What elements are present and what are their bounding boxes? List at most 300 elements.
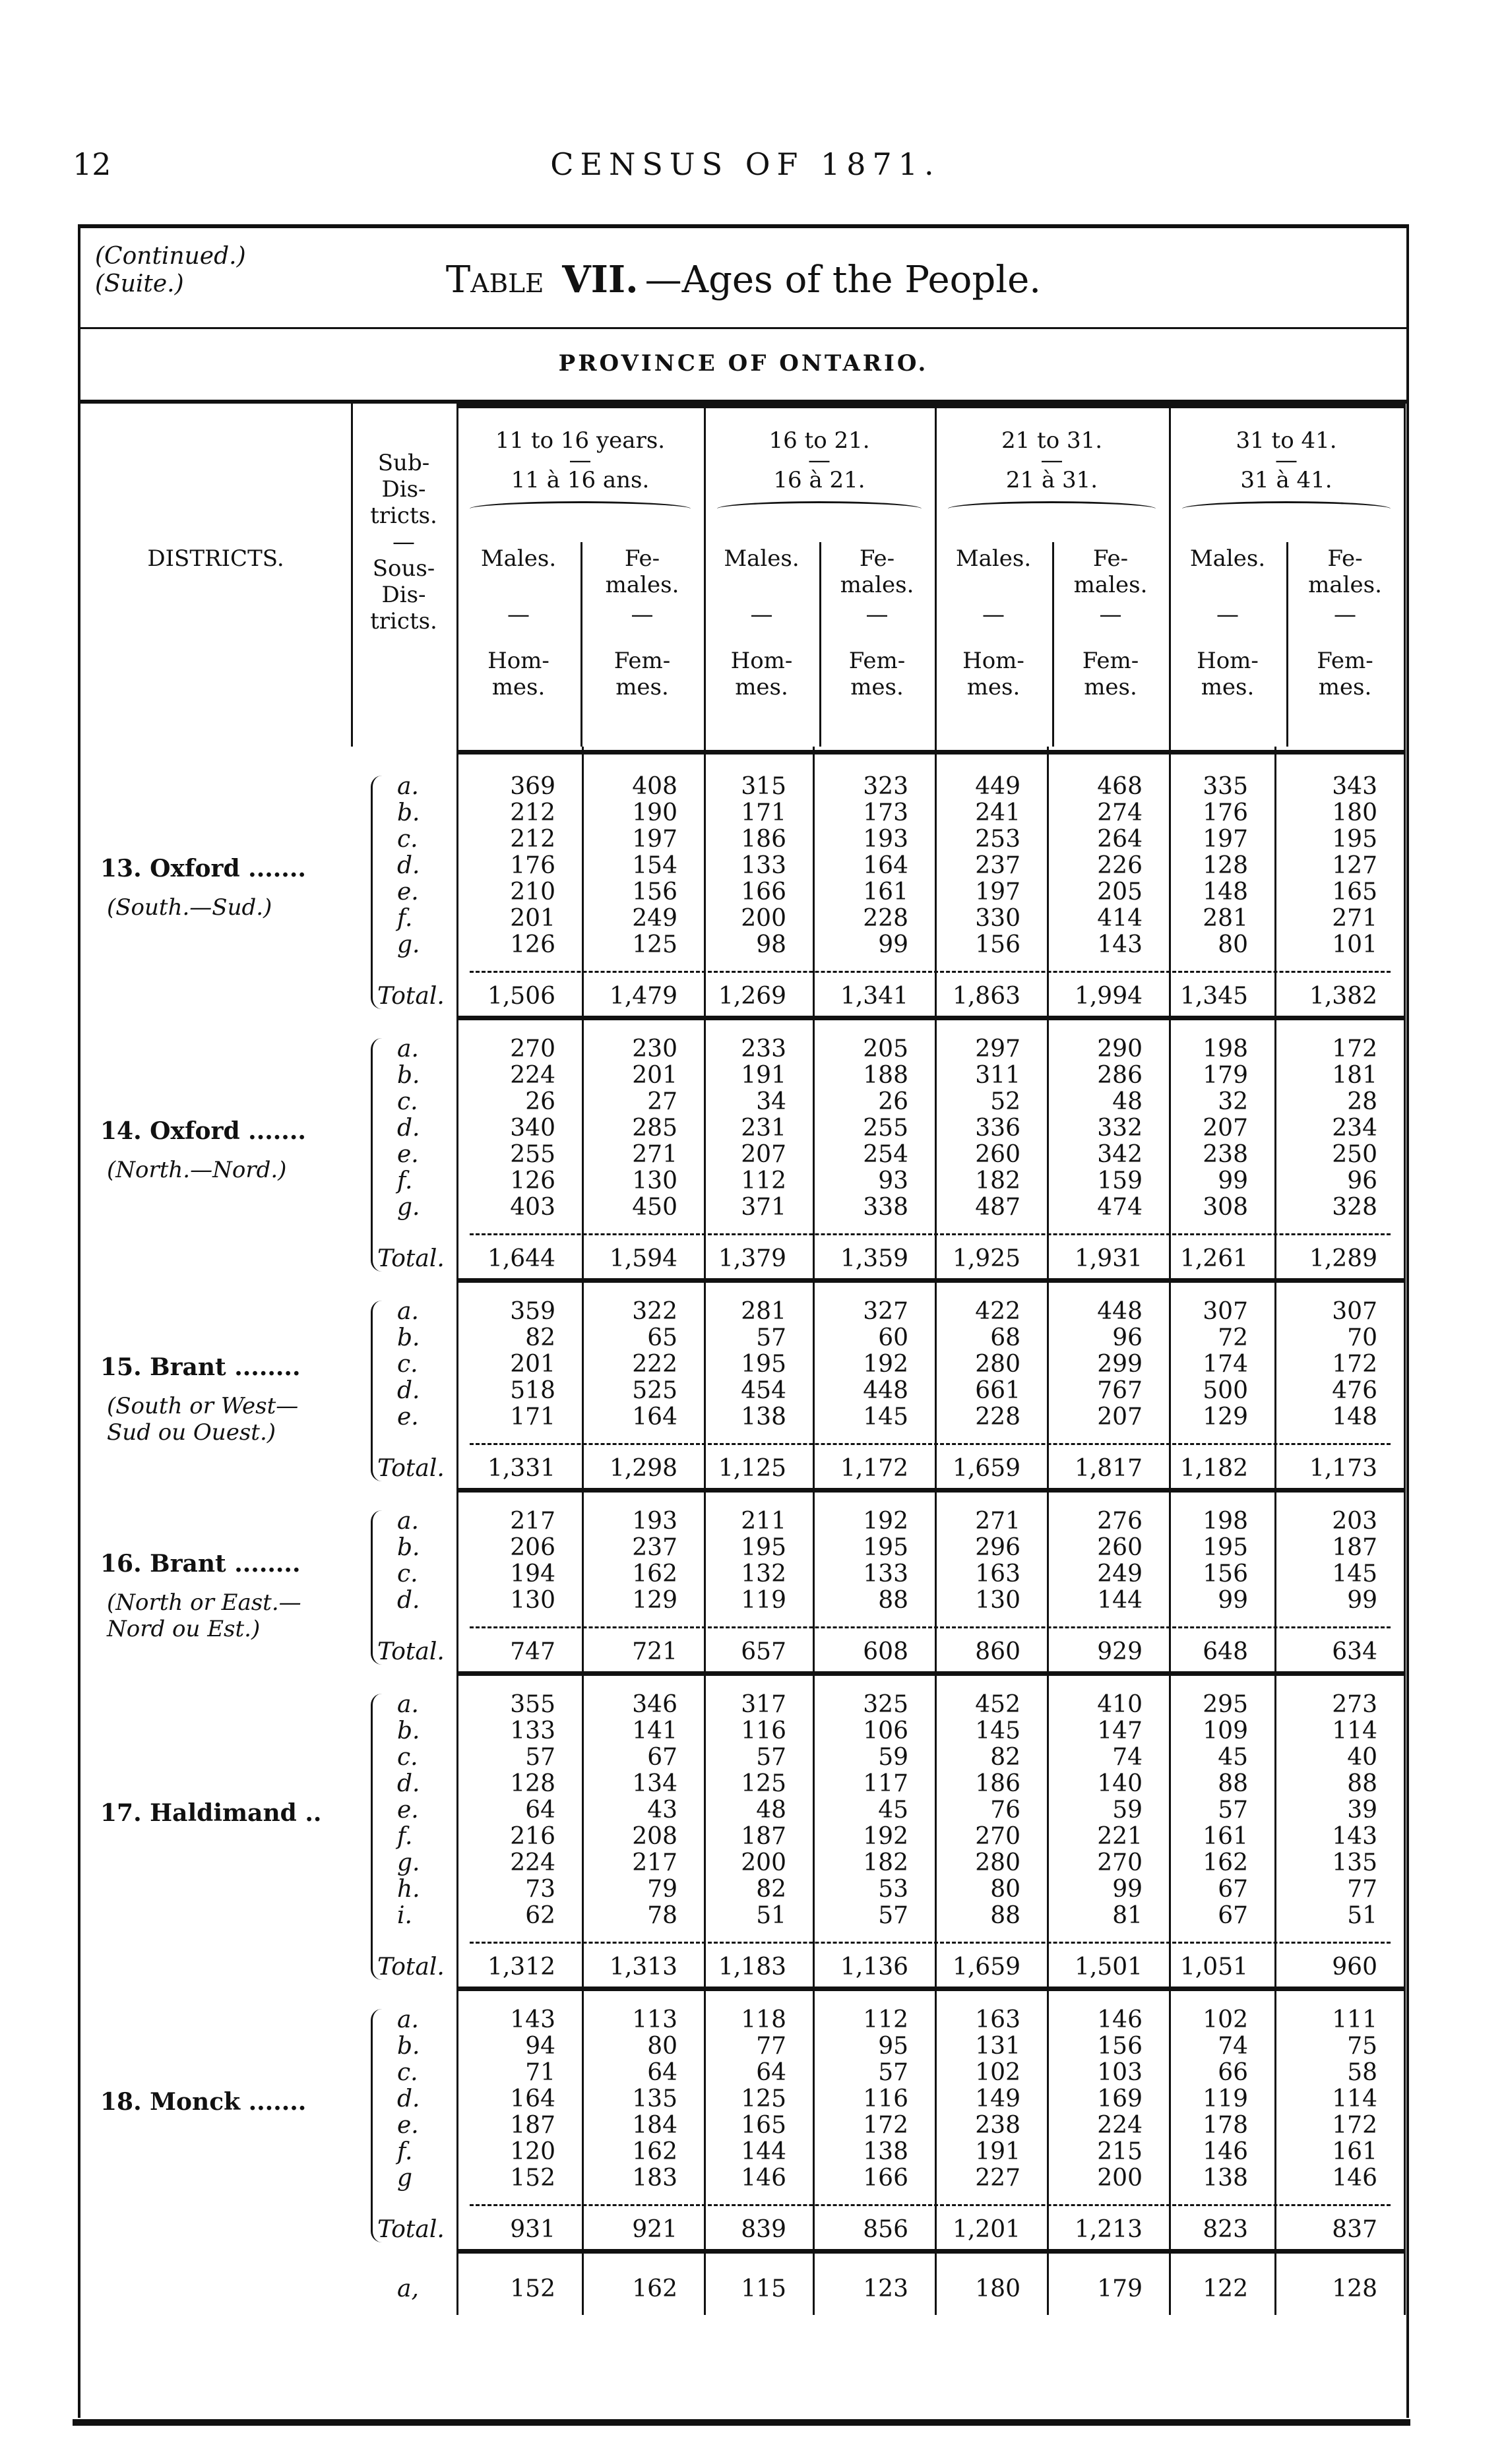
cell-value: 414 — [1097, 905, 1143, 932]
cell-value: 34 — [756, 1088, 786, 1115]
sub-district-label: a, — [397, 2275, 419, 2302]
cell-value: 113 — [632, 2006, 677, 2033]
females-fr: Fem- — [848, 648, 906, 674]
cell-value: 165 — [741, 2112, 786, 2139]
females-header: males. — [605, 572, 679, 598]
table-word: Table — [445, 259, 544, 301]
cell-value: 88 — [878, 1587, 908, 1614]
cell-value: 125 — [632, 931, 677, 958]
cell-value: 182 — [975, 1167, 1020, 1194]
cell-value: 359 — [510, 1298, 555, 1325]
cell-value: 146 — [1097, 2006, 1143, 2033]
sub-district-label: e. — [397, 878, 419, 906]
age-group-sep: — — [569, 447, 592, 474]
total-value: 1,125 — [718, 1455, 786, 1482]
females-header: Fe- — [1092, 545, 1129, 572]
cell-value: 330 — [975, 905, 1020, 932]
subtotal-dash — [470, 2204, 1391, 2206]
province-heading: PROVINCE OF ONTARIO. — [80, 327, 1406, 404]
cell-value: 138 — [1203, 2165, 1248, 2192]
cell-value: 191 — [975, 2138, 1020, 2165]
cell-value: 59 — [878, 1744, 908, 1771]
cell-value: 70 — [1347, 1324, 1377, 1351]
females-sep: — — [631, 601, 654, 628]
cell-value: 26 — [525, 1088, 555, 1115]
sub-districts-header-line: Sous- — [372, 555, 435, 582]
age-group-sep: — — [1275, 447, 1298, 474]
cell-value: 327 — [863, 1298, 908, 1325]
females-fr: mes. — [1084, 674, 1137, 700]
cell-value: 138 — [863, 2138, 908, 2165]
cell-value: 53 — [878, 1876, 908, 1903]
males-sep: — — [982, 601, 1005, 628]
total-value: 921 — [632, 2216, 677, 2243]
cell-value: 80 — [647, 2033, 677, 2060]
age-group-sep: — — [808, 447, 831, 474]
total-value: 1,925 — [952, 1245, 1020, 1272]
sub-district-label: b. — [397, 1062, 420, 1089]
cell-value: 487 — [975, 1194, 1020, 1221]
frame-bottom-rule — [73, 2419, 1410, 2426]
sub-district-label: g. — [397, 1849, 420, 1876]
cell-value: 51 — [756, 1902, 786, 1929]
cell-value: 130 — [632, 1167, 677, 1194]
sub-district-label: b. — [397, 2033, 420, 2060]
district-name: 14. Oxford ....... — [100, 1117, 306, 1145]
age-group-rule — [1404, 404, 1406, 747]
sex-col-rule — [580, 542, 582, 747]
sub-district-label: c. — [397, 1351, 418, 1378]
cell-value: 403 — [510, 1194, 555, 1221]
cell-value: 198 — [1203, 1508, 1248, 1535]
females-sep: — — [865, 601, 889, 628]
cell-value: 32 — [1218, 1088, 1248, 1115]
page-number: 12 — [73, 146, 111, 182]
cell-value: 332 — [1097, 1115, 1143, 1142]
cell-value: 217 — [510, 1508, 555, 1535]
females-sep: — — [1334, 601, 1356, 628]
cell-value: 180 — [1332, 799, 1377, 826]
cell-value: 126 — [510, 931, 555, 958]
cell-value: 128 — [1332, 2275, 1377, 2302]
total-value: 1,659 — [952, 1954, 1020, 1981]
cell-value: 297 — [975, 1035, 1020, 1063]
cell-value: 112 — [741, 1167, 786, 1194]
sub-district-label: i. — [397, 1902, 412, 1929]
total-value: 1,659 — [952, 1455, 1020, 1482]
cell-value: 307 — [1203, 1298, 1248, 1325]
cell-value: 156 — [1097, 2033, 1143, 2060]
cell-value: 198 — [1203, 1035, 1248, 1063]
age-group-label-fr: 11 à 16 ans. — [511, 467, 650, 493]
cell-value: 43 — [647, 1797, 677, 1824]
cell-value: 205 — [863, 1035, 908, 1063]
column-rule — [456, 747, 458, 2315]
cell-value: 233 — [741, 1035, 786, 1063]
sub-districts-header-line: — — [392, 529, 415, 555]
sub-district-label: g. — [397, 931, 420, 958]
total-value: 1,313 — [609, 1954, 677, 1981]
cell-value: 180 — [975, 2275, 1020, 2302]
cell-value: 336 — [975, 1115, 1020, 1142]
cell-value: 40 — [1347, 1744, 1377, 1771]
cell-value: 80 — [990, 1876, 1020, 1903]
cell-value: 94 — [525, 2033, 555, 2060]
cell-value: 260 — [975, 1141, 1020, 1168]
total-value: 860 — [975, 1638, 1020, 1665]
females-header: Fe- — [624, 545, 660, 572]
cell-value: 281 — [741, 1298, 786, 1325]
cell-value: 62 — [525, 1902, 555, 1929]
cell-value: 228 — [863, 905, 908, 932]
sub-district-label: c. — [397, 1744, 418, 1771]
cell-value: 129 — [632, 1587, 677, 1614]
continued-en: (Continued.) — [95, 243, 246, 270]
cell-value: 224 — [510, 1849, 555, 1876]
cell-value: 212 — [510, 799, 555, 826]
district-brace — [371, 1510, 382, 1665]
total-value: 1,931 — [1074, 1245, 1143, 1272]
sub-district-label: a. — [397, 1508, 419, 1535]
cell-value: 325 — [863, 1691, 908, 1718]
cell-value: 130 — [975, 1587, 1020, 1614]
cell-value: 201 — [510, 905, 555, 932]
cell-value: 115 — [741, 2275, 786, 2302]
cell-value: 410 — [1097, 1691, 1143, 1718]
males-fr: Hom- — [487, 648, 549, 674]
cell-value: 449 — [975, 773, 1020, 800]
cell-value: 217 — [632, 1849, 677, 1876]
total-value: 1,261 — [1179, 1245, 1248, 1272]
cell-value: 188 — [863, 1062, 908, 1089]
cell-value: 342 — [1097, 1141, 1143, 1168]
age-group-brace — [948, 501, 1156, 516]
cell-value: 161 — [1203, 1823, 1248, 1850]
cell-value: 64 — [525, 1797, 555, 1824]
cell-value: 65 — [647, 1324, 677, 1351]
sub-district-label: b. — [397, 1717, 420, 1744]
cell-value: 270 — [1097, 1849, 1143, 1876]
cell-value: 250 — [1332, 1141, 1377, 1168]
cell-value: 224 — [510, 1062, 555, 1089]
cell-value: 308 — [1203, 1194, 1248, 1221]
cell-value: 241 — [975, 799, 1020, 826]
district-name: 18. Monck ....... — [100, 2088, 307, 2116]
cell-value: 176 — [1203, 799, 1248, 826]
cell-value: 211 — [741, 1508, 786, 1535]
males-fr: Hom- — [1197, 648, 1259, 674]
total-value: 1,345 — [1179, 983, 1248, 1010]
column-rule — [1404, 747, 1406, 2315]
cell-value: 264 — [1097, 826, 1143, 853]
cell-value: 190 — [632, 799, 677, 826]
total-value: 1,289 — [1309, 1245, 1377, 1272]
cell-value: 78 — [647, 1902, 677, 1929]
district-name: 15. Brant ........ — [100, 1353, 301, 1381]
cell-value: 129 — [1203, 1403, 1248, 1431]
cell-value: 237 — [632, 1534, 677, 1561]
cell-value: 68 — [990, 1324, 1020, 1351]
cell-value: 114 — [1332, 2085, 1377, 2112]
cell-value: 161 — [1332, 2138, 1377, 2165]
cell-value: 195 — [863, 1534, 908, 1561]
cell-value: 146 — [741, 2165, 786, 2192]
sub-district-label: f. — [397, 2138, 413, 2165]
sub-district-label: g. — [397, 1194, 420, 1221]
total-value: 1,331 — [487, 1455, 555, 1482]
sub-district-label: b. — [397, 799, 420, 826]
cell-value: 118 — [741, 2006, 786, 2033]
females-header: males. — [1073, 572, 1148, 598]
district-note: (South or West— — [107, 1393, 299, 1419]
cell-value: 276 — [1097, 1508, 1143, 1535]
total-value: 1,173 — [1309, 1455, 1377, 1482]
sub-district-label: a. — [397, 773, 419, 800]
sub-district-label: a. — [397, 1691, 419, 1718]
cell-value: 285 — [632, 1115, 677, 1142]
column-headers — [80, 404, 1406, 747]
cell-value: 57 — [756, 1744, 786, 1771]
cell-value: 143 — [1332, 1823, 1377, 1850]
cell-value: 134 — [632, 1770, 677, 1797]
cell-value: 132 — [741, 1560, 786, 1587]
district-separator — [456, 1671, 1404, 1676]
total-value: 1,298 — [609, 1455, 677, 1482]
cell-value: 125 — [741, 1770, 786, 1797]
cell-value: 74 — [1218, 2033, 1248, 2060]
cell-value: 215 — [1097, 2138, 1143, 2165]
cell-value: 148 — [1203, 878, 1248, 906]
cell-value: 172 — [1332, 2112, 1377, 2139]
total-value: 839 — [741, 2216, 786, 2243]
total-value: 1,382 — [1309, 983, 1377, 1010]
cell-value: 119 — [1203, 2085, 1248, 2112]
cell-value: 135 — [632, 2085, 677, 2112]
sub-district-label: b. — [397, 1534, 420, 1561]
cell-value: 162 — [1203, 1849, 1248, 1876]
cell-value: 82 — [756, 1876, 786, 1903]
males-fr: mes. — [1201, 674, 1255, 700]
cell-value: 148 — [1332, 1403, 1377, 1431]
females-fr: mes. — [850, 674, 904, 700]
cell-value: 143 — [1097, 931, 1143, 958]
sub-district-label: d. — [397, 1587, 420, 1614]
cell-value: 346 — [632, 1691, 677, 1718]
cell-value: 164 — [863, 852, 908, 879]
cell-value: 116 — [863, 2085, 908, 2112]
cell-value: 57 — [1218, 1797, 1248, 1824]
cell-value: 281 — [1203, 905, 1248, 932]
cell-value: 271 — [632, 1141, 677, 1168]
cell-value: 67 — [1218, 1902, 1248, 1929]
sub-district-label: g — [397, 2165, 413, 2192]
cell-value: 195 — [741, 1534, 786, 1561]
cell-value: 140 — [1097, 1770, 1143, 1797]
cell-value: 369 — [510, 773, 555, 800]
total-value: 1,501 — [1074, 1954, 1143, 1981]
cell-value: 179 — [1203, 1062, 1248, 1089]
total-value: 1,594 — [609, 1245, 677, 1272]
females-sep: — — [1099, 601, 1122, 628]
cell-value: 201 — [632, 1062, 677, 1089]
column-rule — [1047, 747, 1049, 2315]
cell-value: 162 — [632, 2275, 677, 2302]
cell-value: 311 — [975, 1062, 1020, 1089]
cell-value: 249 — [1097, 1560, 1143, 1587]
age-group-sep: — — [1040, 447, 1063, 474]
age-group-label-fr: 31 à 41. — [1240, 467, 1333, 493]
cell-value: 172 — [863, 2112, 908, 2139]
sub-district-label: c. — [397, 1560, 418, 1587]
sub-district-label: d. — [397, 1377, 420, 1404]
males-fr: mes. — [735, 674, 788, 700]
total-value: 1,341 — [840, 983, 908, 1010]
total-value: 1,051 — [1179, 1954, 1248, 1981]
cell-value: 767 — [1097, 1377, 1143, 1404]
column-rule — [813, 747, 815, 2315]
males-sep: — — [507, 601, 530, 628]
total-value: 1,817 — [1074, 1455, 1143, 1482]
cell-value: 184 — [632, 2112, 677, 2139]
sub-district-label: c. — [397, 826, 418, 853]
sub-district-label: d. — [397, 1115, 420, 1142]
cell-value: 58 — [1347, 2059, 1377, 2086]
total-value: 1,312 — [487, 1954, 555, 1981]
age-group-label: 16 to 21. — [769, 427, 870, 454]
cell-value: 95 — [878, 2033, 908, 2060]
cell-value: 174 — [1203, 1351, 1248, 1378]
cell-value: 179 — [1097, 2275, 1143, 2302]
cell-value: 187 — [741, 1823, 786, 1850]
males-header: Males. — [724, 545, 800, 572]
sub-district-label: d. — [397, 852, 420, 879]
cell-value: 173 — [863, 799, 908, 826]
sub-district-label: e. — [397, 1797, 419, 1824]
sub-district-label: Total. — [377, 983, 445, 1010]
cell-value: 133 — [510, 1717, 555, 1744]
cell-value: 254 — [863, 1141, 908, 1168]
cell-value: 82 — [990, 1744, 1020, 1771]
cell-value: 138 — [741, 1403, 786, 1431]
cell-value: 271 — [1332, 905, 1377, 932]
cell-value: 109 — [1203, 1717, 1248, 1744]
cell-value: 60 — [878, 1324, 908, 1351]
males-fr: mes. — [966, 674, 1020, 700]
cell-value: 76 — [990, 1797, 1020, 1824]
cell-value: 273 — [1332, 1691, 1377, 1718]
age-group-label: 21 to 31. — [1001, 427, 1103, 454]
males-sep: — — [750, 601, 773, 628]
total-value: 929 — [1097, 1638, 1143, 1665]
cell-value: 228 — [975, 1403, 1020, 1431]
cell-value: 195 — [741, 1351, 786, 1378]
table-frame — [78, 224, 1409, 2418]
district-brace — [371, 1694, 382, 1980]
cell-value: 147 — [1097, 1717, 1143, 1744]
sub-districts-header-line: tricts. — [370, 503, 437, 529]
cell-value: 448 — [1097, 1298, 1143, 1325]
cell-value: 67 — [1218, 1876, 1248, 1903]
district-brace — [371, 1038, 382, 1272]
cell-value: 163 — [975, 1560, 1020, 1587]
cell-value: 51 — [1347, 1902, 1377, 1929]
sub-districts-header-line: Dis- — [381, 582, 426, 608]
header-top-rule — [456, 404, 1404, 408]
sub-district-label: Total. — [377, 1455, 445, 1482]
cell-value: 77 — [756, 2033, 786, 2060]
cell-value: 162 — [632, 2138, 677, 2165]
cell-value: 237 — [975, 852, 1020, 879]
cell-value: 661 — [975, 1377, 1020, 1404]
cell-value: 448 — [863, 1377, 908, 1404]
district-brace — [371, 776, 382, 1009]
cell-value: 128 — [1203, 852, 1248, 879]
cell-value: 145 — [863, 1403, 908, 1431]
cell-value: 172 — [1332, 1035, 1377, 1063]
cell-value: 408 — [632, 773, 677, 800]
table-number: VII. — [562, 258, 639, 301]
cell-value: 205 — [1097, 878, 1143, 906]
females-fr: mes. — [615, 674, 669, 700]
cell-value: 66 — [1218, 2059, 1248, 2086]
cell-value: 122 — [1203, 2275, 1248, 2302]
sub-district-label: d. — [397, 1770, 420, 1797]
cell-value: 67 — [647, 1744, 677, 1771]
sub-district-label: e. — [397, 1141, 419, 1168]
cell-value: 125 — [741, 2085, 786, 2112]
cell-value: 149 — [975, 2085, 1020, 2112]
cell-value: 454 — [741, 1377, 786, 1404]
cell-value: 187 — [1332, 1534, 1377, 1561]
cell-value: 111 — [1332, 2006, 1377, 2033]
cell-value: 187 — [510, 2112, 555, 2139]
total-value: 721 — [632, 1638, 677, 1665]
district-separator — [456, 2249, 1404, 2254]
cell-value: 274 — [1097, 799, 1143, 826]
cell-value: 57 — [878, 1902, 908, 1929]
total-value: 1,994 — [1074, 983, 1143, 1010]
cell-value: 27 — [647, 1088, 677, 1115]
cell-value: 186 — [741, 826, 786, 853]
cell-value: 207 — [741, 1141, 786, 1168]
cell-value: 135 — [1332, 1849, 1377, 1876]
cell-value: 156 — [632, 878, 677, 906]
males-fr: Hom- — [730, 648, 793, 674]
cell-value: 144 — [741, 2138, 786, 2165]
cell-value: 156 — [1203, 1560, 1248, 1587]
sub-district-label: c. — [397, 1088, 418, 1115]
district-separator — [456, 1987, 1404, 1991]
sub-district-label: f. — [397, 905, 413, 932]
cell-value: 166 — [863, 2165, 908, 2192]
cell-value: 59 — [1112, 1797, 1143, 1824]
cell-value: 323 — [863, 773, 908, 800]
subtotal-dash — [470, 1942, 1391, 1944]
males-fr: mes. — [491, 674, 546, 700]
cell-value: 183 — [632, 2165, 677, 2192]
cell-value: 130 — [510, 1587, 555, 1614]
females-header: Fe- — [859, 545, 895, 572]
cell-value: 295 — [1203, 1691, 1248, 1718]
title-row — [80, 228, 1406, 329]
cell-value: 234 — [1332, 1115, 1377, 1142]
sex-col-rule — [1286, 542, 1288, 747]
cell-value: 317 — [741, 1691, 786, 1718]
cell-value: 176 — [510, 852, 555, 879]
females-fr: mes. — [1318, 674, 1372, 700]
sub-district-label: c. — [397, 2059, 418, 2086]
males-header: Males. — [480, 545, 557, 572]
